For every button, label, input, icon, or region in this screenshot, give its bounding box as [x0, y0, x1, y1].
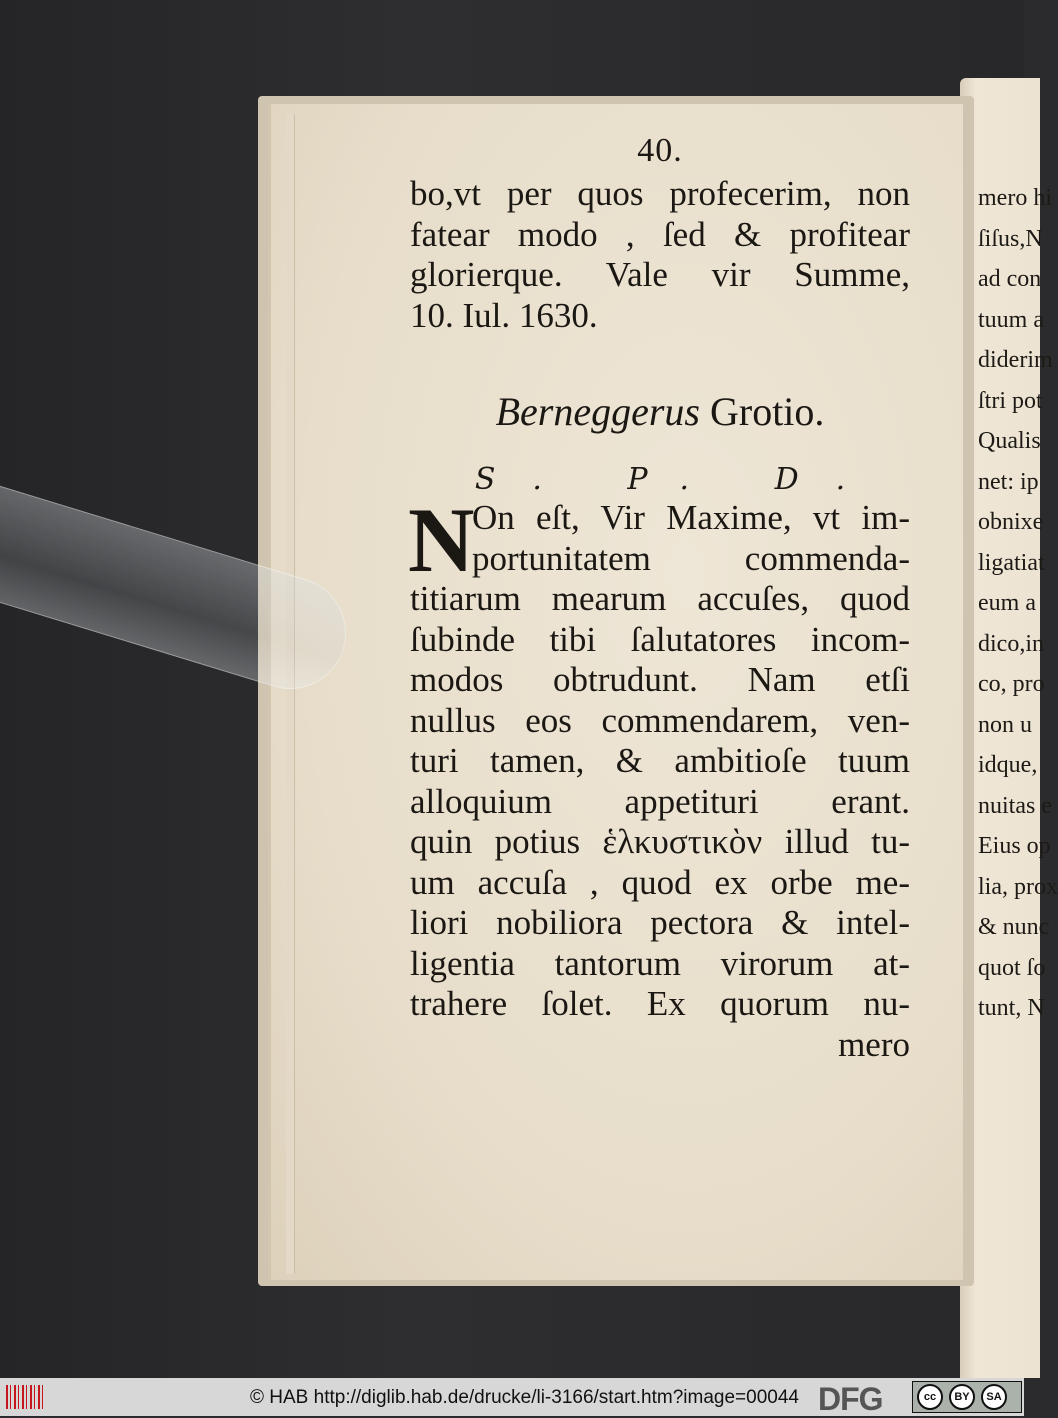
- text-line: nullus eos commendarem, ven-: [410, 700, 910, 740]
- facing-text-line: ſiſus,N: [978, 225, 1043, 252]
- letter-body: [408, 489, 910, 1025]
- text-line: um accuſa , quod ex orbe me-: [410, 862, 910, 902]
- page-text-block: [410, 132, 910, 1065]
- text-line: ſubinde tibi ſalutatores incom-: [410, 619, 910, 659]
- text-line: quin potius ἑλκυστικὸν illud tu-: [410, 822, 910, 861]
- facing-text-line: ſtri pot: [978, 387, 1043, 414]
- facing-text-line: eum a: [978, 590, 1036, 616]
- letter-heading: [410, 388, 910, 444]
- cc-icon: cc: [917, 1384, 943, 1410]
- text-line: 10. Iul. 1630.: [410, 295, 598, 335]
- text-line: liori nobiliora pectora & intel-: [410, 903, 910, 942]
- hab-barcode-icon: [6, 1385, 46, 1409]
- salutation: S. P. D.: [474, 462, 884, 497]
- dfg-logo: DFG: [818, 1381, 883, 1417]
- by-icon: BY: [949, 1384, 975, 1410]
- facing-text-line: ligatiat: [978, 549, 1045, 576]
- facing-text-line: & nunc: [978, 914, 1050, 940]
- facing-text-line: mero hi: [978, 185, 1052, 211]
- text-line: portunitatem commenda-: [472, 538, 910, 578]
- facing-text-line: ad con: [978, 266, 1042, 292]
- facing-text-line: lia, prox: [978, 873, 1058, 900]
- text-line: titiarum mearum accuſes, quod: [410, 579, 910, 618]
- catchword: mero: [838, 1024, 910, 1064]
- text-line: ligentia tantorum virorum at-: [410, 943, 910, 983]
- text-line: fatear modo , ſed & profitear: [410, 214, 910, 254]
- facing-text-line: co, pro: [978, 671, 1045, 697]
- facing-text-line: diderim: [978, 347, 1053, 373]
- facing-text-line: quot ſo: [978, 954, 1046, 981]
- sa-icon: SA: [981, 1384, 1007, 1410]
- letter-closing: [410, 174, 910, 336]
- heading-sender: Berneggerus: [495, 389, 700, 434]
- text-line: turi tamen, & ambitioſe tuum: [410, 741, 910, 780]
- footer-bar: [0, 1378, 1024, 1416]
- facing-text-line: Eius op: [978, 833, 1051, 859]
- facing-text-line: nuitas e: [978, 792, 1052, 819]
- text-line: alloquium appetituri erant.: [410, 781, 910, 821]
- facing-text-line: idque,: [978, 752, 1038, 778]
- credit-link[interactable]: © HAB http://diglib.hab.de/drucke/li-3166/start.htm?image=00044: [250, 1387, 799, 1408]
- facing-text-line: dico,in: [978, 630, 1044, 657]
- text-line: bo,vt per quos profecerim, non: [410, 174, 910, 213]
- text-line: On eſt, Vir Maxime, vt im-: [472, 498, 910, 537]
- heading-recipient: Grotio.: [709, 389, 825, 434]
- page-number: 40.: [637, 132, 683, 169]
- text-line: modos obtrudunt. Nam etſi: [410, 660, 910, 699]
- facing-text-line: net: ip: [978, 468, 1039, 495]
- facing-page-text: [978, 178, 1058, 1029]
- page-leaf-edge: [286, 114, 295, 1274]
- facing-text-line: obnixe: [978, 509, 1044, 535]
- cc-license-badge[interactable]: [912, 1381, 1022, 1413]
- facing-text-line: non u: [978, 711, 1032, 738]
- facing-text-line: tuum a: [978, 306, 1044, 333]
- facing-text-line: Qualis: [978, 428, 1041, 454]
- drop-cap: N: [408, 489, 475, 591]
- facing-text-line: tunt, N: [978, 995, 1045, 1021]
- text-line: glorierque. Vale vir Summe,: [410, 255, 910, 294]
- text-line: trahere ſolet. Ex quorum nu-: [410, 984, 910, 1023]
